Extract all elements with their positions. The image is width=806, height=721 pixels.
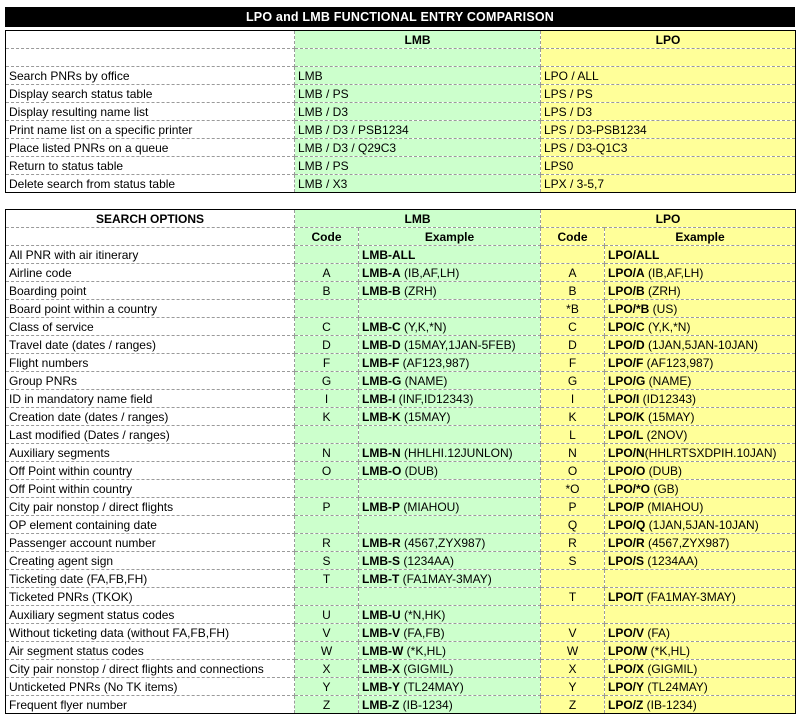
lmb-command: LMB-W (362, 643, 404, 658)
search-option-label: Board point within a country (6, 300, 295, 318)
lpo-command: LPO/T (608, 589, 644, 604)
search-option-label: Class of service (6, 318, 295, 336)
lmb-code: O (295, 462, 359, 480)
lmb-example (359, 318, 541, 336)
lpo-code: G (541, 372, 605, 390)
lpo-example (605, 390, 796, 408)
lmb-entry: LMB / D3 (295, 103, 541, 121)
lpo-example (605, 534, 796, 552)
lpo-entry: LPS / D3-Q1C3 (541, 139, 796, 157)
spacer-cell (295, 49, 541, 67)
lpo-command: LPO/R (608, 535, 645, 550)
lmb-argument: (15MAY) (400, 409, 451, 424)
lmb-example (359, 642, 541, 660)
lmb-code: X (295, 660, 359, 678)
lmb-example (359, 570, 541, 588)
lpo-command: LPO/A (608, 265, 645, 280)
lpo-command: LPO/K (608, 409, 645, 424)
search-option-label: Airline code (6, 264, 295, 282)
lpo-example (605, 246, 796, 264)
functional-header-lpo: LPO (541, 31, 796, 49)
lmb-argument: (15MAY,1JAN-5FEB) (400, 337, 516, 352)
lpo-argument: (DUB) (645, 463, 683, 478)
lmb-code: Y (295, 678, 359, 696)
search-option-row (6, 642, 796, 660)
search-option-row (6, 300, 796, 318)
lmb-example-header: Example (359, 228, 541, 246)
lpo-command: LPO/F (608, 355, 644, 370)
functional-row (6, 121, 796, 139)
lpo-code: Y (541, 678, 605, 696)
search-option-row (6, 588, 796, 606)
search-option-label: Air segment status codes (6, 642, 295, 660)
lmb-argument: (INF,ID12343) (395, 391, 474, 406)
lpo-entry: LPS / D3-PSB1234 (541, 121, 796, 139)
search-option-label: Last modified (Dates / ranges) (6, 426, 295, 444)
lpo-argument: (FA) (644, 625, 671, 640)
lpo-entry: LPS / D3 (541, 103, 796, 121)
search-option-row (6, 606, 796, 624)
functional-row (6, 175, 796, 193)
lpo-example (605, 282, 796, 300)
sheet-title: LPO and LMB FUNCTIONAL ENTRY COMPARISON (5, 7, 795, 27)
lmb-argument: (4567,ZYX987) (400, 535, 486, 550)
function-label: Place listed PNRs on a queue (6, 139, 295, 157)
lpo-code (541, 246, 605, 264)
lpo-code (541, 570, 605, 588)
lmb-example (359, 534, 541, 552)
lmb-command: LMB-T (362, 571, 400, 586)
lmb-example (359, 300, 541, 318)
search-option-label: Boarding point (6, 282, 295, 300)
functional-header-row (6, 31, 796, 49)
search-option-label: Creating agent sign (6, 552, 295, 570)
spacer-cell (541, 49, 796, 67)
lmb-command: LMB-U (362, 607, 401, 622)
lpo-argument: (1JAN,5JAN-10JAN) (644, 337, 759, 352)
lmb-argument: (*N,HK) (400, 607, 446, 622)
lmb-code: V (295, 624, 359, 642)
lpo-entry: LPS0 (541, 157, 796, 175)
lpo-code: T (541, 588, 605, 606)
search-option-row (6, 534, 796, 552)
function-label: Return to status table (6, 157, 295, 175)
lpo-entry: LPS / PS (541, 85, 796, 103)
lpo-example (605, 336, 796, 354)
lmb-example (359, 516, 541, 534)
lpo-example (605, 678, 796, 696)
lmb-command: LMB-S (362, 553, 400, 568)
search-header-lpo: LPO (541, 210, 796, 228)
lmb-code: P (295, 498, 359, 516)
lmb-code: U (295, 606, 359, 624)
lmb-argument: (FA,FB) (400, 625, 445, 640)
function-label: Display resulting name list (6, 103, 295, 121)
lpo-code: C (541, 318, 605, 336)
lpo-example (605, 588, 796, 606)
lpo-command: LPO/S (608, 553, 645, 568)
lpo-command: LPO/I (608, 391, 640, 406)
lpo-argument: (GIGMIL) (644, 661, 698, 676)
lmb-code: B (295, 282, 359, 300)
lmb-code (295, 426, 359, 444)
lmb-argument: (MIAHOU) (400, 499, 460, 514)
search-header-lmb: LMB (295, 210, 541, 228)
lmb-command: LMB-A (362, 265, 401, 280)
search-option-row (6, 552, 796, 570)
lmb-command: LMB-R (362, 535, 401, 550)
search-option-label: Off Point within country (6, 480, 295, 498)
search-option-row (6, 480, 796, 498)
lpo-argument: (2NOV) (643, 427, 688, 442)
lpo-argument: (NAME) (645, 373, 692, 388)
lpo-command: LPO/L (608, 427, 644, 442)
functional-row (6, 67, 796, 85)
lmb-code: R (295, 534, 359, 552)
lmb-argument: (FA1MAY-3MAY) (399, 571, 492, 586)
lpo-command: LPO/P (608, 499, 645, 514)
lpo-example (605, 462, 796, 480)
functional-header-blank (6, 31, 295, 49)
lpo-entry: LPX / 3-5,7 (541, 175, 796, 193)
search-option-label: Ticketed PNRs (TKOK) (6, 588, 295, 606)
lpo-argument: (Y,K,*N) (644, 319, 691, 334)
lpo-code: F (541, 354, 605, 372)
lmb-argument: (TL24MAY) (400, 679, 464, 694)
lmb-argument: (HHLHI.12JUNLON) (400, 445, 513, 460)
lpo-example (605, 606, 796, 624)
search-option-row (6, 498, 796, 516)
lpo-example (605, 354, 796, 372)
lpo-example (605, 516, 796, 534)
function-label: Display search status table (6, 85, 295, 103)
lpo-argument: (4567,ZYX987) (644, 535, 730, 550)
search-option-row (6, 354, 796, 372)
lmb-example (359, 498, 541, 516)
lmb-entry: LMB / X3 (295, 175, 541, 193)
lmb-example (359, 552, 541, 570)
lpo-command: LPO/Y (608, 679, 645, 694)
lpo-code (541, 606, 605, 624)
search-option-label: Off Point within country (6, 462, 295, 480)
search-option-label: OP element containing date (6, 516, 295, 534)
lmb-command: LMB-F (362, 355, 400, 370)
lmb-example (359, 426, 541, 444)
lmb-entry: LMB / PS (295, 157, 541, 175)
lpo-example-header: Example (605, 228, 796, 246)
lpo-entry: LPO / ALL (541, 67, 796, 85)
lmb-code: T (295, 570, 359, 588)
search-subheader-row (6, 228, 796, 246)
search-header-row (6, 210, 796, 228)
lpo-command: LPO/Z (608, 697, 644, 712)
lpo-command: LPO/V (608, 625, 645, 640)
lmb-code: I (295, 390, 359, 408)
lmb-example (359, 282, 541, 300)
lpo-argument: (HHLRTSXDPIH.10JAN) (644, 445, 777, 460)
lpo-code: B (541, 282, 605, 300)
lpo-code: *O (541, 480, 605, 498)
lmb-command: LMB-N (362, 445, 401, 460)
search-option-row (6, 264, 796, 282)
search-option-row (6, 444, 796, 462)
lmb-code (295, 516, 359, 534)
lpo-argument: (15MAY) (644, 409, 695, 424)
search-option-label: City pair nonstop / direct flights (6, 498, 295, 516)
functional-row (6, 157, 796, 175)
lpo-example (605, 696, 796, 714)
lmb-code (295, 246, 359, 264)
lpo-argument: (AF123,987) (643, 355, 714, 370)
lpo-command: LPO/O (608, 463, 646, 478)
lpo-example (605, 372, 796, 390)
lmb-example (359, 354, 541, 372)
lpo-argument: (IB,AF,LH) (644, 265, 704, 280)
lmb-argument: (IB-1234) (399, 697, 453, 712)
lmb-example (359, 372, 541, 390)
lpo-argument: (ID12343) (639, 391, 697, 406)
search-option-label: Without ticketing data (without FA,FB,FH) (6, 624, 295, 642)
lpo-code: X (541, 660, 605, 678)
lmb-code: K (295, 408, 359, 426)
search-option-row (6, 246, 796, 264)
lpo-code: Q (541, 516, 605, 534)
lpo-example (605, 570, 796, 588)
lpo-example (605, 498, 796, 516)
lmb-command: LMB-P (362, 499, 400, 514)
lmb-argument: (GIGMIL) (400, 661, 454, 676)
lmb-code: F (295, 354, 359, 372)
search-option-row (6, 696, 796, 714)
lpo-example (605, 300, 796, 318)
search-option-row (6, 678, 796, 696)
lpo-code: Z (541, 696, 605, 714)
lpo-argument: (FA1MAY-3MAY) (643, 589, 736, 604)
lmb-code: A (295, 264, 359, 282)
lmb-command: LMB-C (362, 319, 401, 334)
search-option-label: City pair nonstop / direct flights and connections (6, 660, 295, 678)
lpo-argument: (1JAN,5JAN-10JAN) (645, 517, 759, 532)
lmb-argument: (ZRH) (400, 283, 437, 298)
lmb-entry: LMB / D3 / PSB1234 (295, 121, 541, 139)
functional-entry-table (5, 30, 796, 193)
lpo-code: D (541, 336, 605, 354)
lmb-entry: LMB (295, 67, 541, 85)
lmb-example (359, 390, 541, 408)
search-options-table (5, 209, 796, 714)
lpo-command: LPO/X (608, 661, 645, 676)
lmb-code: S (295, 552, 359, 570)
lpo-code: I (541, 390, 605, 408)
search-option-label: Passenger account number (6, 534, 295, 552)
lmb-command: LMB-B (362, 283, 401, 298)
lpo-code: V (541, 624, 605, 642)
lmb-command: LMB-ALL (362, 247, 416, 262)
search-options-header: SEARCH OPTIONS (6, 210, 295, 228)
lpo-example (605, 318, 796, 336)
lpo-command: LPO/G (608, 373, 646, 388)
search-option-row (6, 462, 796, 480)
lmb-command: LMB-X (362, 661, 400, 676)
search-option-row (6, 336, 796, 354)
lpo-code: K (541, 408, 605, 426)
lmb-code: D (295, 336, 359, 354)
lpo-example (605, 552, 796, 570)
lmb-code: C (295, 318, 359, 336)
search-option-row (6, 390, 796, 408)
search-option-row (6, 318, 796, 336)
subheader-blank (6, 228, 295, 246)
lpo-argument: (1234AA) (644, 553, 699, 568)
lmb-entry: LMB / D3 / Q29C3 (295, 139, 541, 157)
lpo-command: LPO/B (608, 283, 645, 298)
lpo-argument: (*K,HL) (647, 643, 691, 658)
lmb-example (359, 444, 541, 462)
lpo-argument: (MIAHOU) (644, 499, 704, 514)
lpo-command: LPO/N (608, 445, 645, 460)
lpo-code-header: Code (541, 228, 605, 246)
lpo-argument: (TL24MAY) (644, 679, 708, 694)
lmb-example (359, 696, 541, 714)
lmb-command: LMB-Z (362, 697, 400, 712)
lmb-example (359, 246, 541, 264)
search-option-row (6, 570, 796, 588)
lpo-command: LPO/Q (608, 517, 646, 532)
lmb-command: LMB-O (362, 463, 402, 478)
lmb-code: Z (295, 696, 359, 714)
functional-header-lmb: LMB (295, 31, 541, 49)
lmb-example (359, 264, 541, 282)
search-option-label: Flight numbers (6, 354, 295, 372)
lmb-argument: (NAME) (401, 373, 448, 388)
lpo-example (605, 426, 796, 444)
lpo-command: LPO/C (608, 319, 645, 334)
function-label: Delete search from status table (6, 175, 295, 193)
lmb-code (295, 588, 359, 606)
lmb-example (359, 660, 541, 678)
search-option-label: All PNR with air itinerary (6, 246, 295, 264)
lmb-command: LMB-D (362, 337, 401, 352)
search-option-label: Auxiliary segment status codes (6, 606, 295, 624)
lmb-example (359, 624, 541, 642)
lmb-argument: (IB,AF,LH) (400, 265, 460, 280)
lmb-command: LMB-I (362, 391, 396, 406)
lpo-code: *B (541, 300, 605, 318)
lpo-code: R (541, 534, 605, 552)
search-option-label: Travel date (dates / ranges) (6, 336, 295, 354)
lmb-command: LMB-G (362, 373, 402, 388)
lmb-argument: (AF123,987) (399, 355, 470, 370)
search-option-row (6, 624, 796, 642)
lmb-command: LMB-K (362, 409, 401, 424)
search-option-label: ID in mandatory name field (6, 390, 295, 408)
search-option-label: Group PNRs (6, 372, 295, 390)
lmb-entry: LMB / PS (295, 85, 541, 103)
lmb-code-header: Code (295, 228, 359, 246)
lpo-code: N (541, 444, 605, 462)
lpo-example (605, 480, 796, 498)
lmb-code: N (295, 444, 359, 462)
functional-row (6, 103, 796, 121)
search-option-row (6, 426, 796, 444)
lmb-example (359, 480, 541, 498)
function-label: Print name list on a specific printer (6, 121, 295, 139)
lpo-code: L (541, 426, 605, 444)
functional-spacer-row (6, 49, 796, 67)
lpo-argument: (GB) (650, 481, 679, 496)
lpo-code: A (541, 264, 605, 282)
lpo-argument: (US) (649, 301, 678, 316)
lmb-example (359, 336, 541, 354)
functional-row (6, 139, 796, 157)
lpo-command: LPO/*B (608, 301, 650, 316)
lmb-code (295, 480, 359, 498)
lmb-example (359, 588, 541, 606)
lpo-argument: (ZRH) (644, 283, 681, 298)
lmb-example (359, 408, 541, 426)
lpo-code: S (541, 552, 605, 570)
lpo-command: LPO/W (608, 643, 648, 658)
lmb-argument: (1234AA) (400, 553, 455, 568)
lmb-argument: (Y,K,*N) (400, 319, 447, 334)
search-option-row (6, 516, 796, 534)
lpo-code: P (541, 498, 605, 516)
lmb-code: G (295, 372, 359, 390)
search-option-row (6, 660, 796, 678)
search-option-label: Ticketing date (FA,FB,FH) (6, 570, 295, 588)
search-option-label: Auxiliary segments (6, 444, 295, 462)
lpo-example (605, 444, 796, 462)
search-option-label: Unticketed PNRs (No TK items) (6, 678, 295, 696)
lpo-command: LPO/D (608, 337, 645, 352)
lpo-example (605, 408, 796, 426)
lmb-command: LMB-Y (362, 679, 400, 694)
search-option-row (6, 282, 796, 300)
lmb-argument: (*K,HL) (403, 643, 447, 658)
search-option-row (6, 408, 796, 426)
lpo-argument: (IB-1234) (643, 697, 697, 712)
lmb-code: W (295, 642, 359, 660)
functional-row (6, 85, 796, 103)
lpo-example (605, 624, 796, 642)
lmb-example (359, 606, 541, 624)
search-option-row (6, 372, 796, 390)
lmb-example (359, 462, 541, 480)
spacer-cell (6, 49, 295, 67)
lmb-code (295, 300, 359, 318)
lpo-code: W (541, 642, 605, 660)
lpo-code: O (541, 462, 605, 480)
lpo-command: LPO/*O (608, 481, 651, 496)
lpo-command: LPO/ALL (608, 247, 660, 262)
lpo-example (605, 660, 796, 678)
search-option-label: Frequent flyer number (6, 696, 295, 714)
lpo-example (605, 642, 796, 660)
search-option-label: Creation date (dates / ranges) (6, 408, 295, 426)
lmb-example (359, 678, 541, 696)
lmb-argument: (DUB) (401, 463, 438, 478)
lpo-example (605, 264, 796, 282)
function-label: Search PNRs by office (6, 67, 295, 85)
lmb-command: LMB-V (362, 625, 400, 640)
